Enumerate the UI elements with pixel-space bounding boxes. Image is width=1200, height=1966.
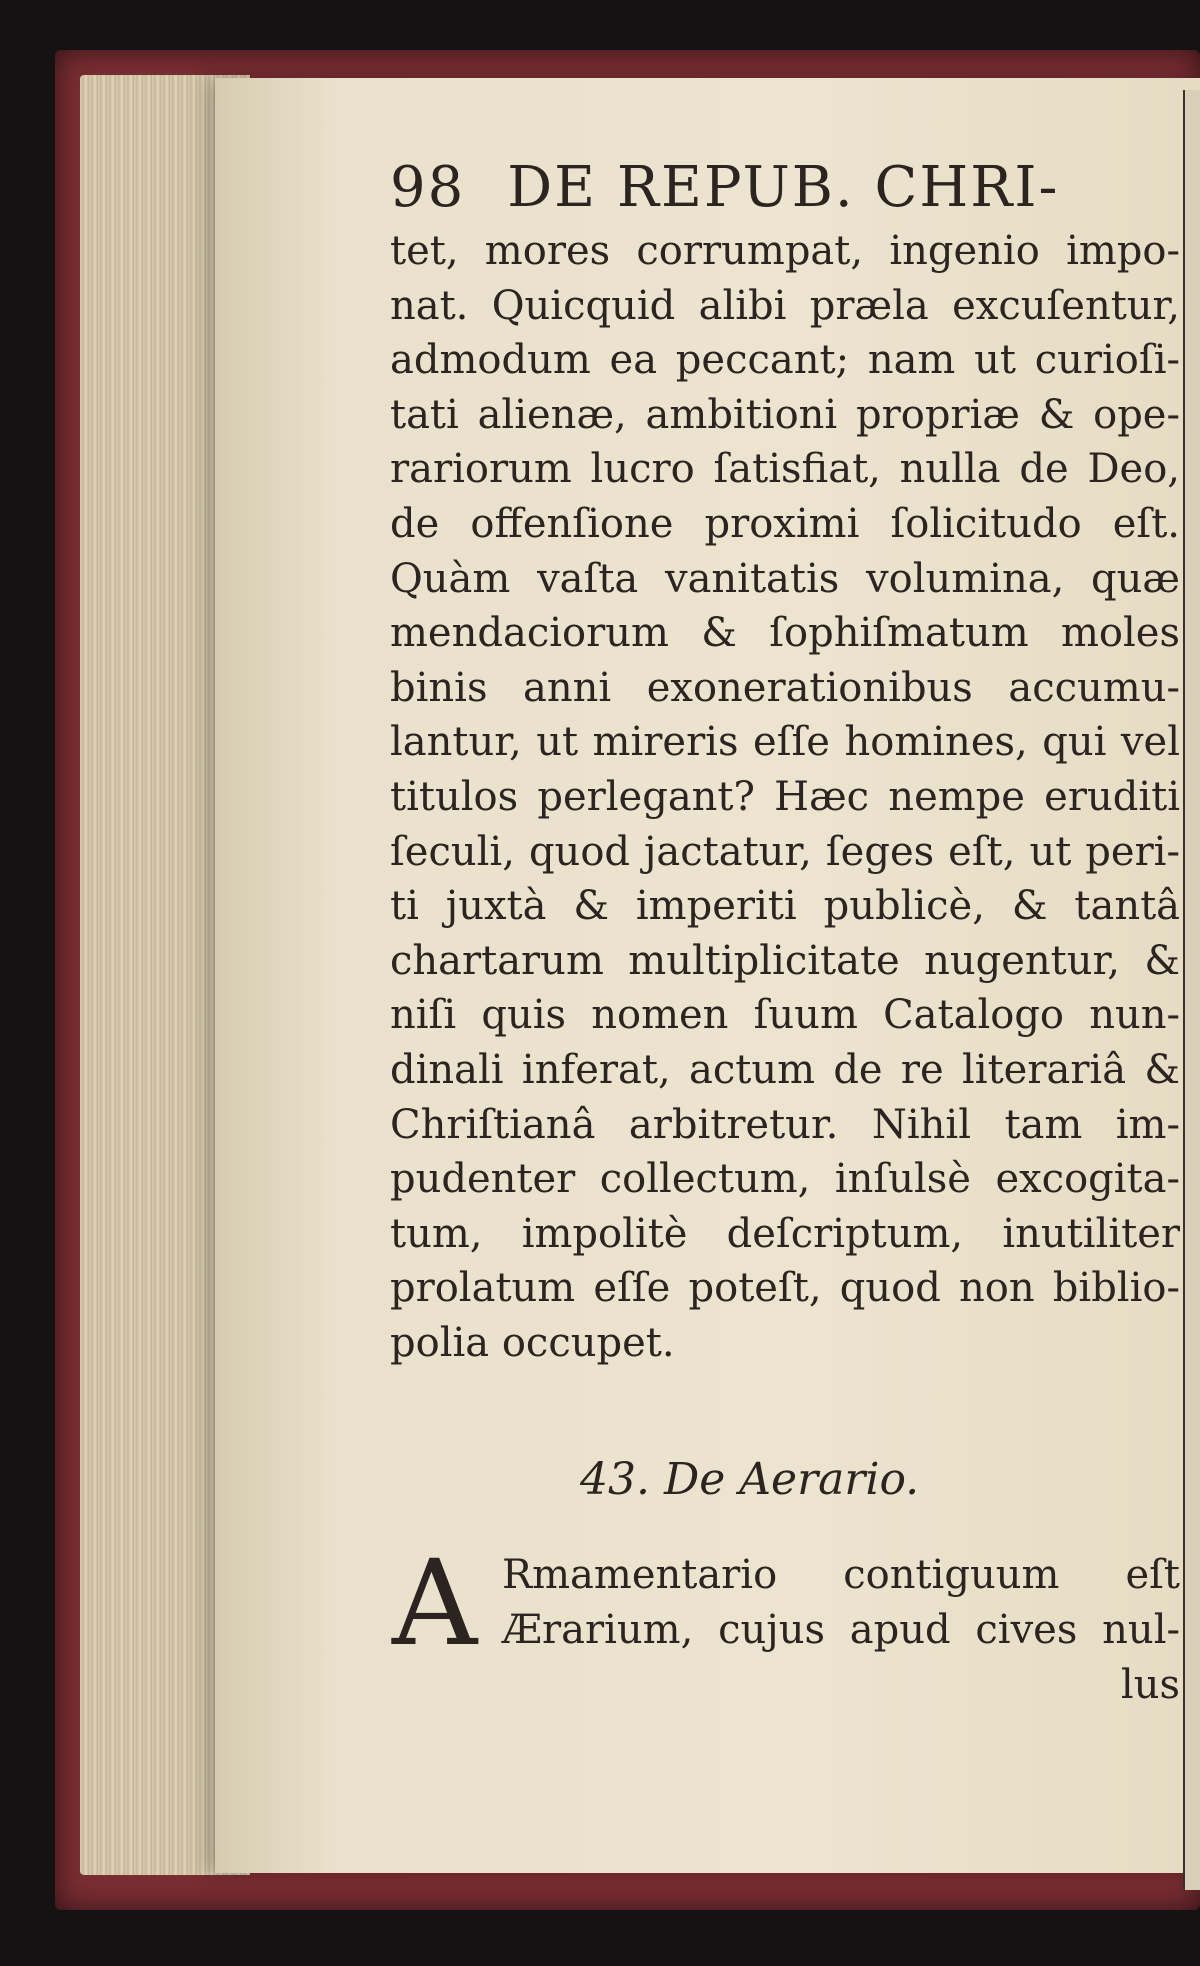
text-line: lantur, ut mireris eſſe homines, qui vel	[390, 719, 1180, 766]
drop-cap: A	[392, 1534, 478, 1673]
text-line: Rmamentario contiguum eſt	[502, 1552, 1180, 1599]
text-line: ſeculi, quod jactatur, ſeges eſt, ut peri-	[390, 828, 1180, 875]
text-line: mendaciorum & ſophiſmatum moles	[390, 610, 1180, 657]
text-line: niſi quis nomen ſuum Catalogo nun-	[390, 992, 1180, 1039]
text-line: nat. Quicquid alibi prӕla excuſentur,	[390, 282, 1180, 329]
text-line: polia occupet.	[390, 1319, 675, 1366]
running-title: DE REPUB. CHRI-	[507, 155, 1060, 220]
text-line: Chriſtianâ arbitretur. Nihil tam im-	[390, 1101, 1180, 1148]
text-line: chartarum multiplicitate nugentur, &	[390, 937, 1180, 984]
text-line: admodum ea peccant; nam ut curioſi-	[390, 337, 1180, 384]
text-line: de offenſione proximi ſolicitudo eſt.	[390, 500, 1180, 547]
page-gutter	[1183, 90, 1200, 1890]
section-heading: 43. De Aerario.	[580, 1454, 920, 1506]
running-header	[390, 155, 1180, 220]
text-line: Ӕrarium, cujus apud cives nul-	[502, 1607, 1180, 1654]
text-line: ti juxtà & imperiti publicè, & tantâ	[390, 883, 1180, 930]
text-line: tet, mores corrumpat, ingenio impo-	[390, 228, 1180, 274]
page-text	[390, 155, 1180, 1712]
text-line: tum, impolitè deſcriptum, inutiliter	[390, 1210, 1180, 1257]
text-line: Quàm vaſta vanitatis volumina, quӕ	[390, 555, 1180, 602]
section-paragraph	[390, 1534, 1180, 1712]
text-line: tati alienӕ, ambitioni propriӕ & ope-	[390, 391, 1180, 438]
page-number: 98	[390, 155, 466, 220]
text-line: pudenter collectum, inſulsè excogita-	[390, 1156, 1180, 1203]
text-line: rariorum lucro ſatisfiat, nulla de Deo,	[390, 446, 1180, 493]
text-line: dinali inferat, actum de re literariâ &	[390, 1046, 1180, 1093]
body-paragraph	[390, 224, 1180, 1370]
catchword: lus	[1120, 1661, 1180, 1708]
text-line: binis anni exonerationibus accumu-	[390, 664, 1180, 711]
text-line: prolatum eſſe poteſt, quod non biblio-	[390, 1265, 1180, 1312]
text-line: titulos perlegant? Hӕc nempe eruditi	[390, 773, 1180, 820]
